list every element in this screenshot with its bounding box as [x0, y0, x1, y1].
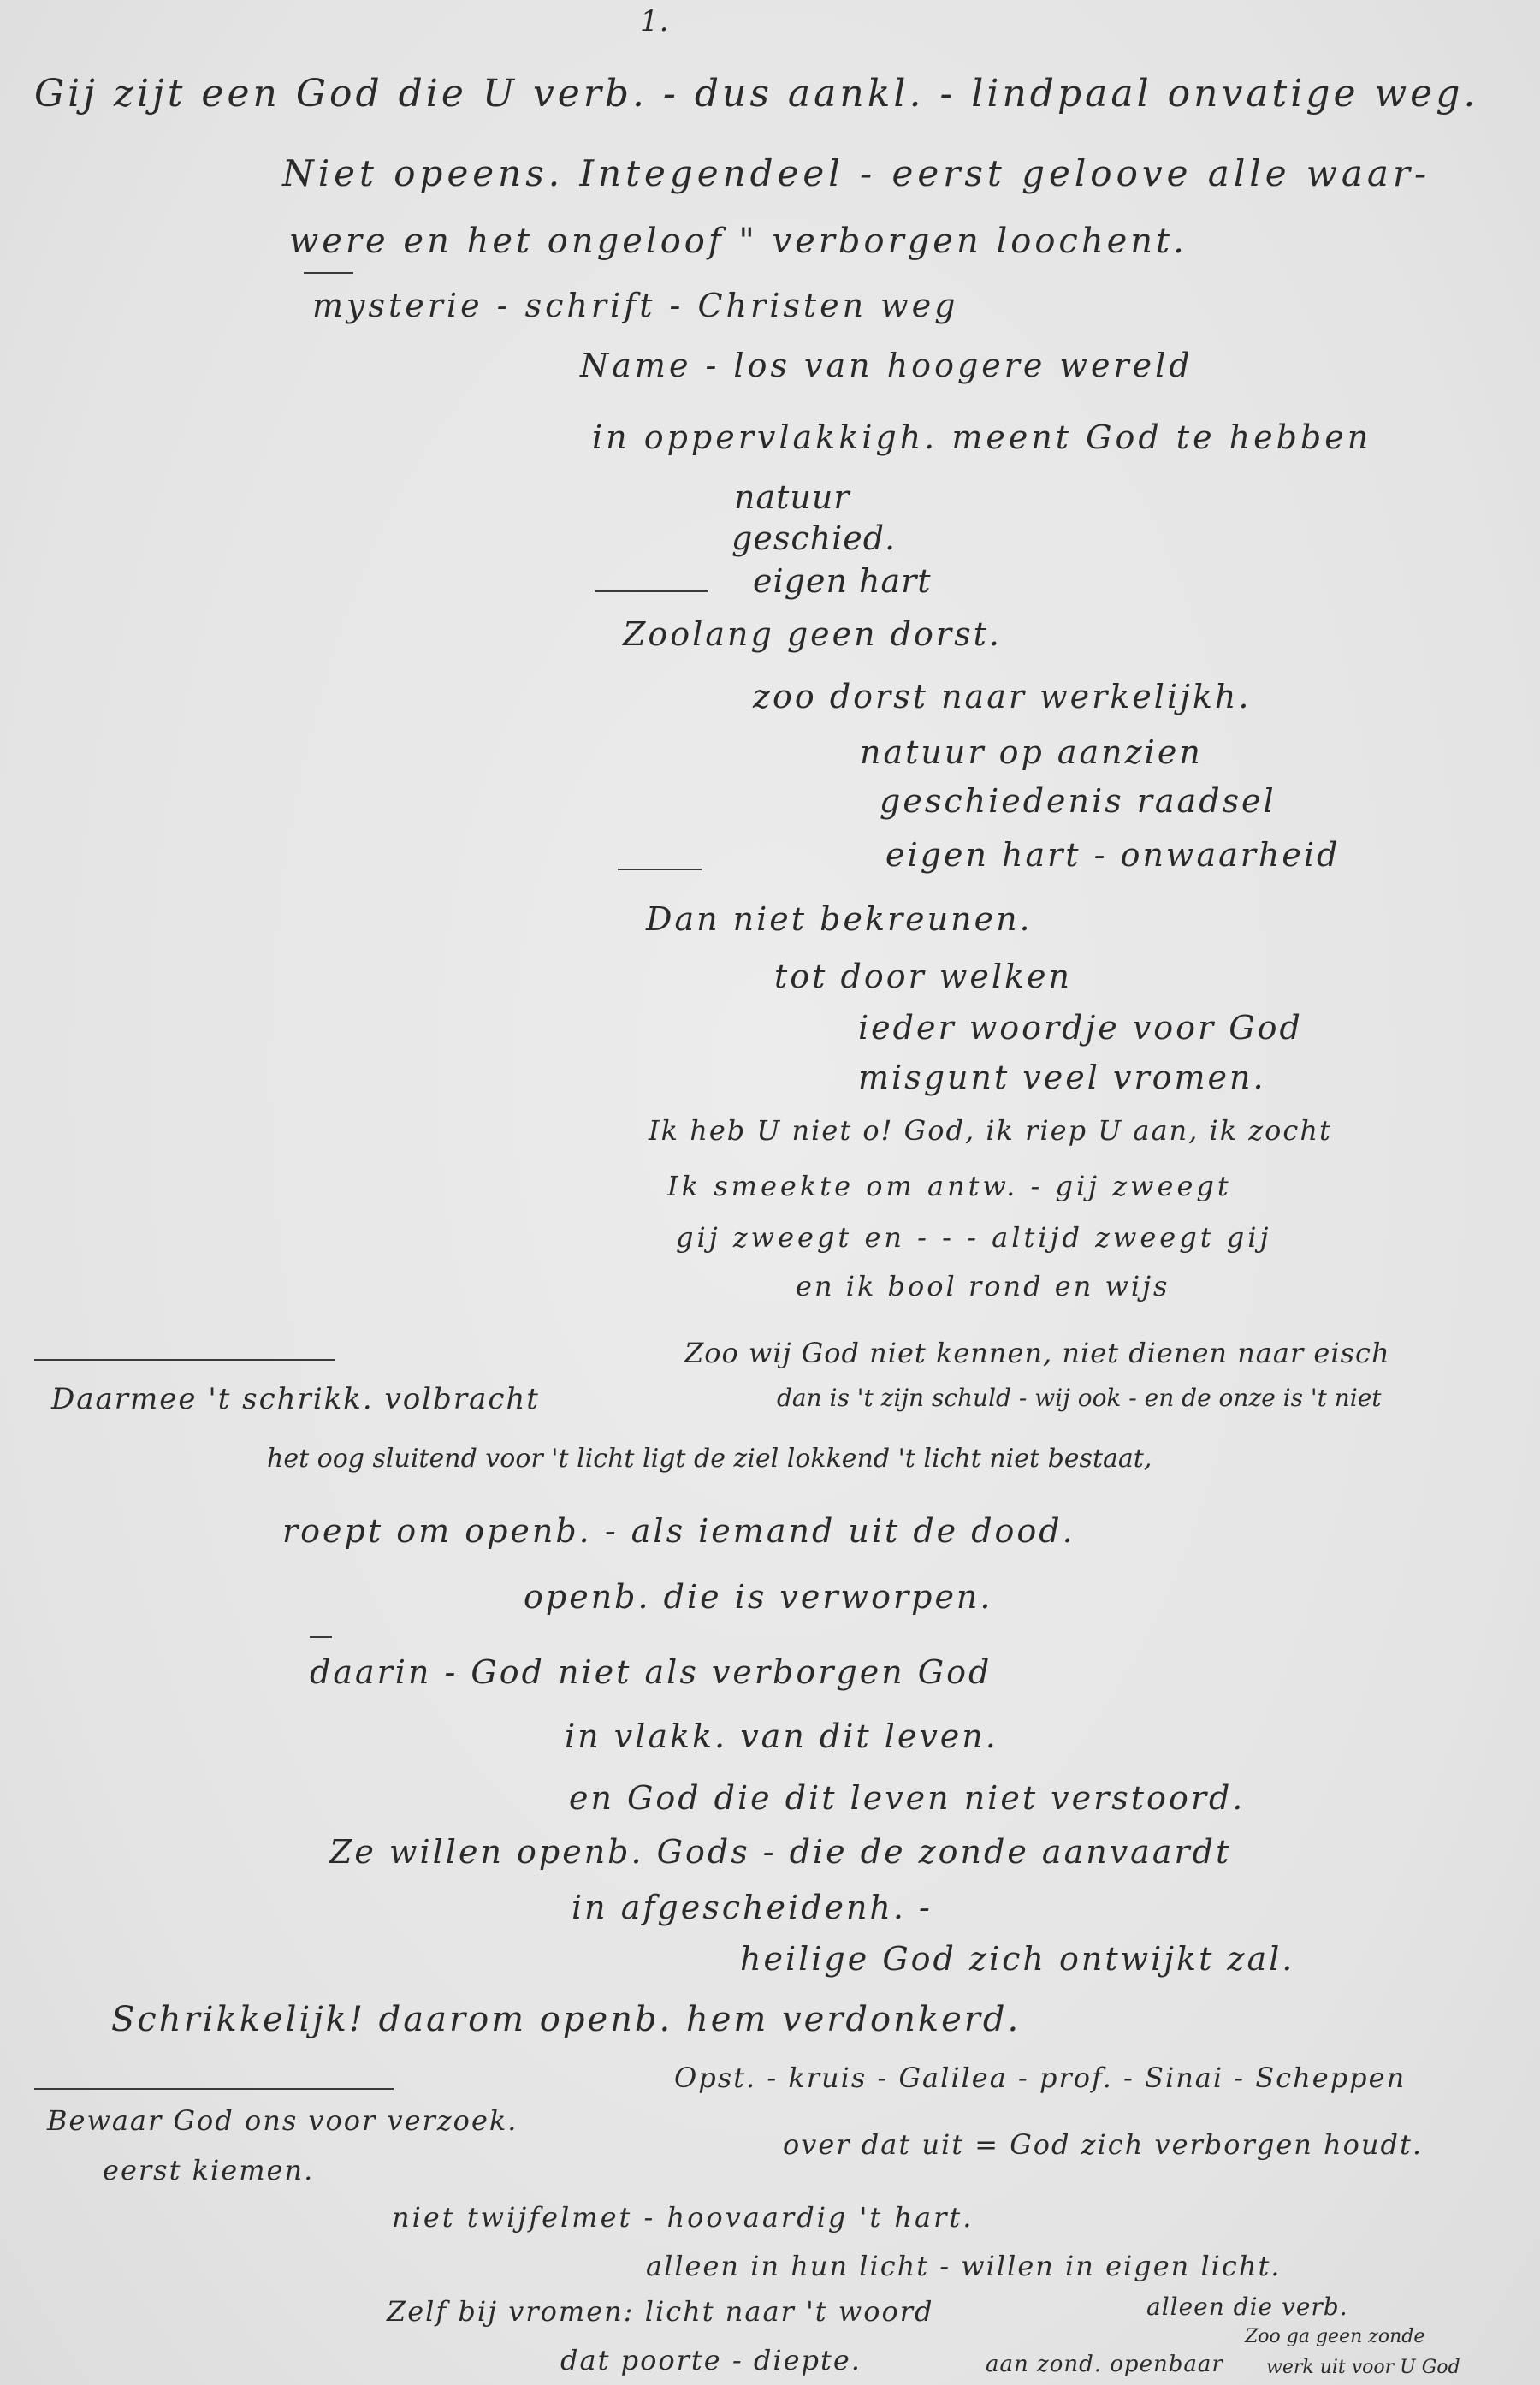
line-26: het oog sluitend voor 't licht ligt de ziel lokkend 't licht niet bestaat, [267, 1444, 1152, 1474]
line-5: Name - los van hoogere wereld [580, 347, 1194, 384]
line-8: geschied. [732, 519, 897, 557]
line-32: Ze willen openb. Gods - die de zonde aanvaardt [329, 1833, 1232, 1871]
line-7: natuur [734, 478, 850, 516]
line-22: en ik bool rond en wijs [796, 1270, 1170, 1302]
line-12: natuur op aanzien [860, 733, 1203, 771]
line-21: gij zweegt en - - - altijd zweegt gij [676, 1221, 1272, 1254]
line-37: over dat uit = God zich verborgen houdt. [783, 2128, 1424, 2161]
line-28: openb. die is verworpen. [524, 1578, 993, 1616]
line-35: Schrikkelijk! daarom openb. hem verdonkerd. [111, 2000, 1022, 2039]
line-40: niet twijfelmet - hoovaardig 't hart. [392, 2201, 974, 2234]
line-9: eigen hart [753, 562, 932, 600]
divider-4 [34, 1359, 335, 1361]
line-27: roept om openb. - als iemand uit de dood. [282, 1512, 1075, 1550]
line-20: Ik smeekte om antw. - gij zweegt [667, 1170, 1232, 1202]
line-3: were en het ongeloof " verborgen loochent. [289, 222, 1188, 261]
line-19: Ik heb U niet o! God, ik riep U aan, ik zocht [649, 1114, 1332, 1147]
line-42: Zelf bij vromen: licht naar 't woord [387, 2295, 934, 2328]
line-14: eigen hart - onwaarheid [886, 836, 1341, 874]
line-45: alleen die verb. [1146, 2293, 1348, 2321]
line-25: Daarmee 't schrikk. volbracht [51, 1382, 540, 1416]
line-30: in vlakk. van dit leven. [565, 1718, 998, 1755]
page-number: 1. [640, 4, 670, 39]
divider-6 [34, 2088, 394, 2090]
line-38: Bewaar God ons voor verzoek. [47, 2104, 518, 2137]
divider-3 [618, 869, 702, 870]
line-31: en God die dit leven niet verstoord. [569, 1779, 1246, 1817]
line-41: alleen in hun licht - willen in eigen licht. [646, 2250, 1282, 2282]
line-6: in oppervlakkigh. meent God te hebben [592, 418, 1372, 456]
line-36: Opst. - kruis - Galilea - prof. - Sinai - Scheppen [674, 2062, 1407, 2094]
line-33: in afgescheidenh. - [572, 1889, 933, 1926]
line-46: Zoo ga geen zonde [1245, 2326, 1425, 2347]
line-11: zoo dorst naar werkelijkh. [753, 678, 1252, 715]
line-17: ieder woordje voor God [858, 1009, 1303, 1047]
divider-1 [304, 272, 353, 274]
divider-5 [310, 1636, 332, 1638]
line-39: eerst kiemen. [103, 2154, 315, 2186]
divider-2 [595, 590, 708, 592]
line-47: werk uit voor U God [1266, 2357, 1460, 2378]
line-34: heilige God zich ontwijkt zal. [740, 1940, 1295, 1978]
line-24: dan is 't zijn schuld - wij ook - en de onze is 't niet [777, 1384, 1382, 1412]
line-23: Zoo wij God niet kennen, niet dienen naar eisch [684, 1337, 1390, 1369]
line-44: aan zond. openbaar [986, 2352, 1223, 2377]
line-18: misgunt veel vromen. [858, 1059, 1266, 1096]
line-4: mysterie - schrift - Christen weg [312, 287, 959, 324]
line-29: daarin - God niet als verborgen God [310, 1653, 992, 1691]
line-15: Dan niet bekreunen. [646, 900, 1033, 938]
line-43: dat poorte - diepte. [560, 2344, 862, 2376]
line-2: Niet opeens. Integendeel - eerst geloove alle waar- [282, 152, 1431, 194]
line-13: geschiedenis raadsel [880, 782, 1276, 820]
line-10: Zoolang geen dorst. [623, 615, 1002, 653]
line-1: Gij zijt een God die U verb. - dus aankl. - lindpaal onvatige weg. [34, 72, 1479, 116]
line-16: tot door welken [774, 958, 1072, 995]
